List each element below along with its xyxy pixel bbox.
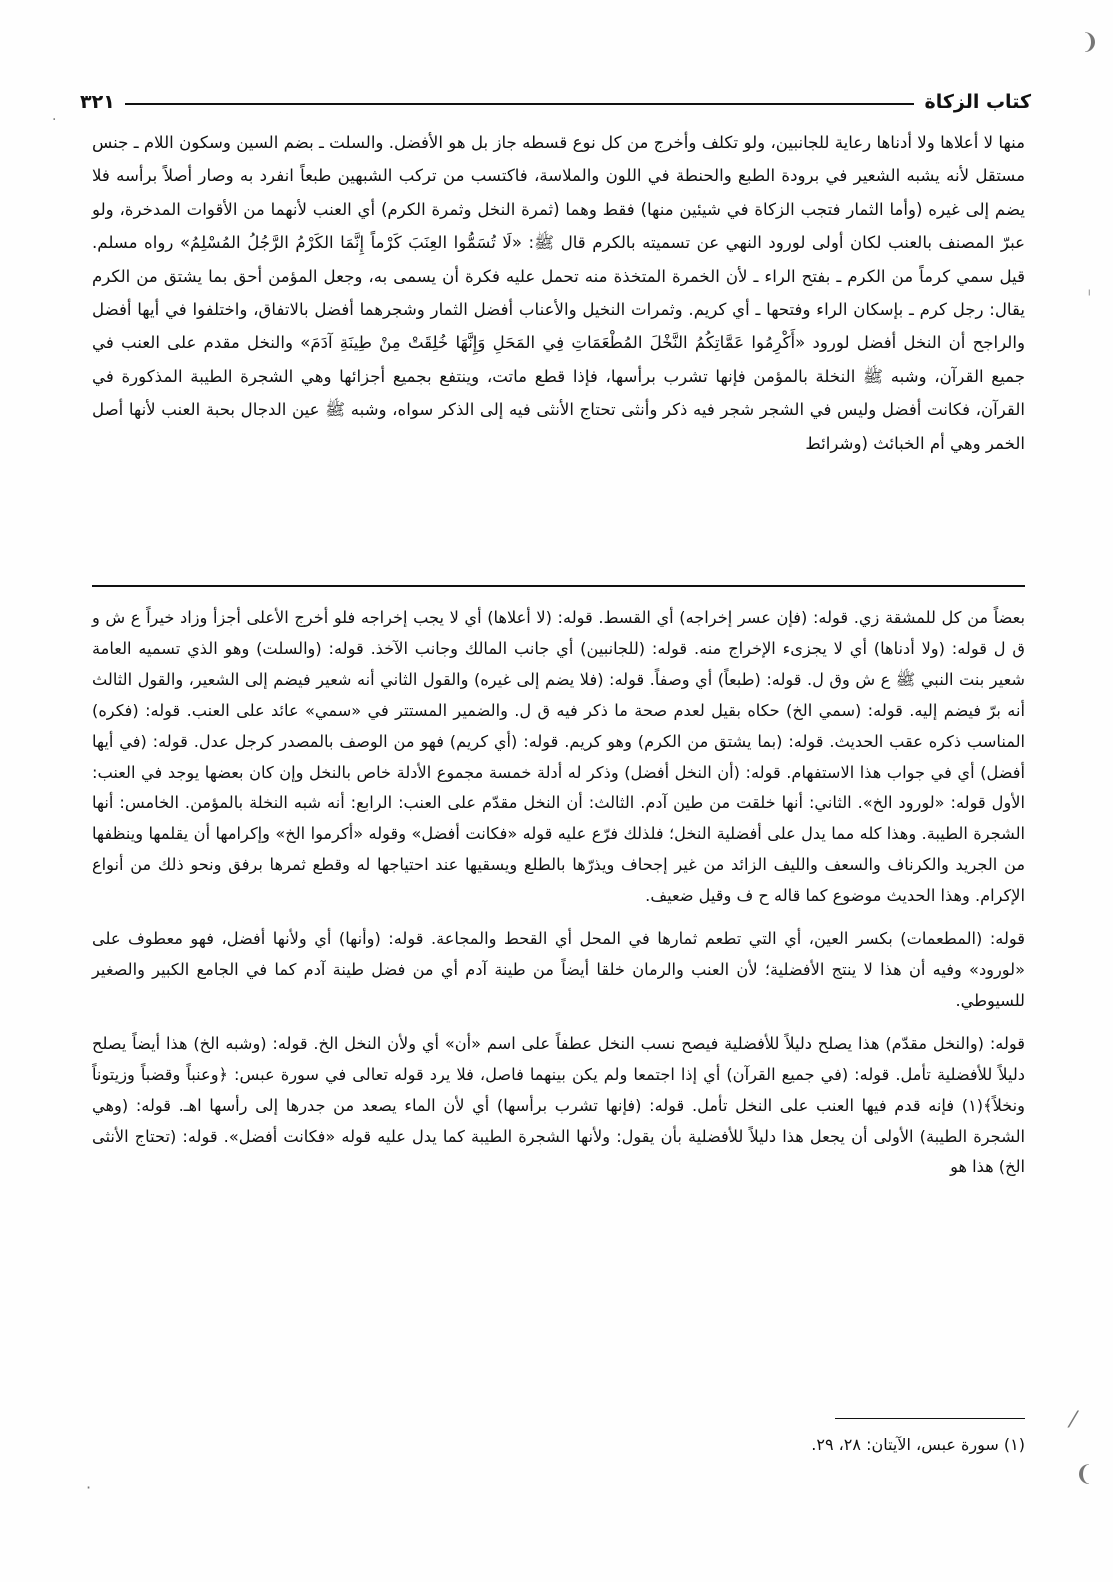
scan-edge-mark: · <box>52 112 57 128</box>
text-separator-rule <box>92 585 1025 587</box>
running-title: كتاب الزكاة <box>924 91 1031 113</box>
page-header <box>80 86 1031 118</box>
scan-edge-mark: · <box>86 1478 92 1497</box>
scan-edge-mark: ❨ <box>1080 30 1099 55</box>
commentary-paragraph: بعضاً من كل للمشقة زي. قوله: (فإن عسر إخراجه) أي القسط. قوله: (لا أعلاها) أي لا يجب إخراجه فلو أخرج الأعلى أجزأ وزاد خيراً ع ش و ق ل قوله: (ولا أدناها) أي لا يجزىء الإخراج منه. قوله: (للجانبين) أي جانب المالك وجانب الآخذ. قوله: (والسلت) وهو الذي تسميه العامة شعير بنت النبي ﷺ ع ش وق ل. قوله: (طبعاً) أي وصفاً. قوله: (فلا يضم إلى غيره) والقول الثاني أنه شعير فيضم إلى الشعير، والقول الثالث أنه برّ فيضم إليه. قوله: (سمي الخ) حكاه بقيل لعدم صحة ما ذكر فيه ق ل. والضمير المستتر في «سمي» عائد على العنب. قوله: (فكره) المناسب ذكره عقب الحديث. قوله: (بما يشتق من الكرم) وهو كريم. قوله: (أي كريم) فهو من الوصف بالمصدر كرجل عدل. قوله: (في أيها أفضل) أي في جواب هذا الاستفهام. قوله: (أن النخل أفضل) وذكر له أدلة خمسة مجموع الأدلة خاص بالنخل وإن كان بعضها يوجد في العنب: الأول قوله: «لورود الخ». الثاني: أنها خلقت من طين آدم. الثالث: أن النخل مقدّم على العنب: الرابع: أنه شبه النخلة بالمؤمن. الخامس: أنها الشجرة الطيبة. وهذا كله مما يدل على أفضلية النخل؛ فلذلك فرّع عليه قوله «فكانت أفضل» وقوله «أكرموا الخ» وإكرامها أن يقلمها وينظفها من الجريد والكرناف والسعف والليف الزائد من غير إجحاف ويذرّها بالطلع ويسقيها عند احتياجها له وقطع ثمرها برفق ونحو ذلك من أنواع الإكرام. وهذا الحديث موضوع كما قاله ح ف وقيل ضعيف. <box>92 608 1025 906</box>
scan-edge-mark: ˡ <box>1088 288 1091 304</box>
footnote: (١) سورة عبس، الآيتان: ٢٨، ٢٩. <box>811 1435 1025 1454</box>
commentary-paragraph: قوله: (والنخل مقدّم) هذا يصلح دليلاً للأفضلية فيصح نسب النخل عطفاً على اسم «أن» أي ولأن النخل الخ. قوله: (وشبه الخ) هذا أيضاً يصلح دليلاً للأفضلية تأمل. قوله: (في جميع القرآن) أي إذا اجتمعا ولم يكن بينهما فاصل، فلا يرد قوله تعالى في سورة عبس: ﴿وعنباً وقضباً وزيتوناً ونخلاً﴾(١) فإنه قدم فيها العنب على النخل تأمل. قوله: (فإنها تشرب برأسها) أي لأن الماء يصعد من جدرها إلى رأسها اهـ. قوله: (وهي الشجرة الطيبة) الأولى أن يجعل هذا دليلاً للأفضلية بأن يقول: ولأنها الشجرة الطيبة كما يدل عليه قوله «فكانت أفضل». قوله: (تحتاج الأنثى الخ) هذا هو <box>92 1033 1025 1177</box>
scan-edge-mark: ❩ <box>1074 1462 1093 1487</box>
footnote-rule <box>835 1418 1025 1419</box>
commentary-paragraph: قوله: (المطعمات) بكسر العين، أي التي تطعم ثمارها في المحل أي القحط والمجاعة. قوله: (وأنها) أي ولأنها أفضل، فهو معطوف على «لورود» وفيه أن هذا لا ينتج الأفضلية؛ لأن العنب والرمان خلقا أيضاً من طينة آدم أي من فضل طينة آدم كما في الجامع الكبير والصغير للسيوطي. <box>92 929 1025 1010</box>
scan-edge-mark: ⁄ <box>1071 1408 1075 1433</box>
main-text: منها لا أعلاها ولا أدناها رعاية للجانبين، ولو تكلف وأخرج من كل نوع قسطه جاز بل هو الأفضل. والسلت ـ بضم السين وسكون اللام ـ جنس مستقل لأنه يشبه الشعير في برودة الطبع والحنطة في اللون والملاسة، فاكتسب من تركب الشبهين طبعاً انفرد به وصار أصلاً برأسه فلا يضم إلى غيره (وأما الثمار فتجب الزكاة في شيئين منها) فقط وهما (ثمرة النخل وثمرة الكرم) أي العنب لأنهما من الأقوات المدخرة، ولو عبرّ المصنف بالعنب لكان أولى لورود النهي عن تسميته بالكرم قال ﷺ: «لَا تُسَمُّوا العِنَبَ كَرْماً إِنَّمَا الكَرْمُ الرَّجُلُ المُسْلِمُ» رواه مسلم. قيل سمي كرماً من الكرم ـ بفتح الراء ـ لأن الخمرة المتخذة منه تحمل عليه فكرة أن يسمى به، وجعل المؤمن أحق بما يشتق من الكرم يقال: رجل كرم ـ بإسكان الراء وفتحها ـ أي كريم. وثمرات النخيل والأعناب أفضل الثمار وشجرهما أفضل بالاتفاق، واختلفوا في أيها أفضل والراجح أن النخل أفضل لورود «أَكْرِمُوا عَمَّاتِكُمُ النَّخْلَ المُطْعَمَاتِ فِي المَحَلِ وَإِنَّهَا خُلِقَتْ مِنْ طِينَةِ آدَمَ» والنخل مقدم على العنب في جميع القرآن، وشبه ﷺ النخلة بالمؤمن فإنها تشرب برأسها، فإذا قطع ماتت، وينتفع بجميع أجزائها وهي الشجرة الطيبة المذكورة في القرآن، فكانت أفضل وليس في الشجر شجر فيه ذكر وأنثى تحتاج الأنثى فيه إلى الذكر سواه، وشبه ﷺ عين الدجال بحبة العنب لأنها أصل الخمر وهي أم الخبائث (وشرائط <box>92 133 1025 453</box>
page-number: ٣٢١ <box>80 91 115 113</box>
header-rule <box>125 103 915 105</box>
commentary <box>92 603 1025 1195</box>
